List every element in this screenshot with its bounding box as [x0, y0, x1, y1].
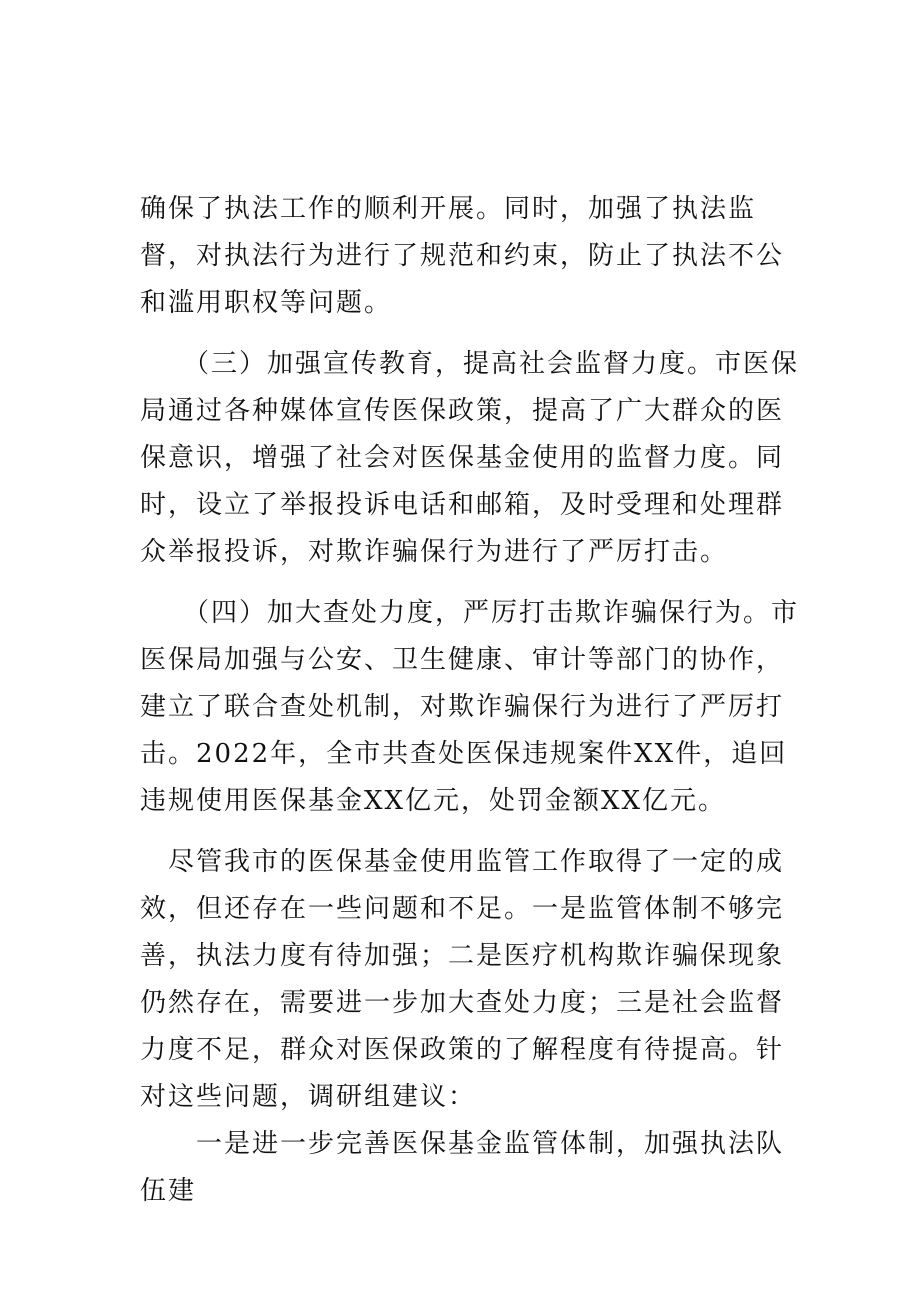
document-body — [140, 186, 800, 1215]
paragraph-enforcement-summary: 确保了执法工作的顺利开展。同时，加强了执法监督，对执法行为进行了规范和约束，防止了执法不公和滥用职权等问题。 — [140, 194, 785, 318]
paragraph-investigation: （四）加大查处力度，严厉打击欺诈骗保行为。市医保局加强与公安、卫生健康、审计等部门的协作，建立了联合查处机制，对欺诈骗保行为进行了严厉打击。2022年，全市共查处医保违规案件XX件，追回违规使用医保基金XX亿元，处罚金额XX亿元。 — [140, 598, 800, 816]
paragraph-problems: 尽管我市的医保基金使用监管工作取得了一定的成效，但还存在一些问题和不足。一是监管体制不够完善，执法力度有待加强；二是医疗机构欺诈骗保现象仍然存在，需要进一步加大查处力度；三是社会监督力度不足，群众对医保政策的了解程度有待提高。针对这些问题，调研组建议： — [140, 847, 785, 1112]
paragraph-publicity-education: （三）加强宣传教育，提高社会监督力度。市医保局通过各种媒体宣传医保政策，提高了广大群众的医保意识，增强了社会对医保基金使用的监督力度。同时，设立了举报投诉电话和邮箱，及时受理和处理群众举报投诉，对欺诈骗保行为进行了严厉打击。 — [140, 349, 800, 567]
paragraph-suggestion-one: 一是进一步完善医保基金监管体制，加强执法队伍建 — [140, 1129, 785, 1206]
